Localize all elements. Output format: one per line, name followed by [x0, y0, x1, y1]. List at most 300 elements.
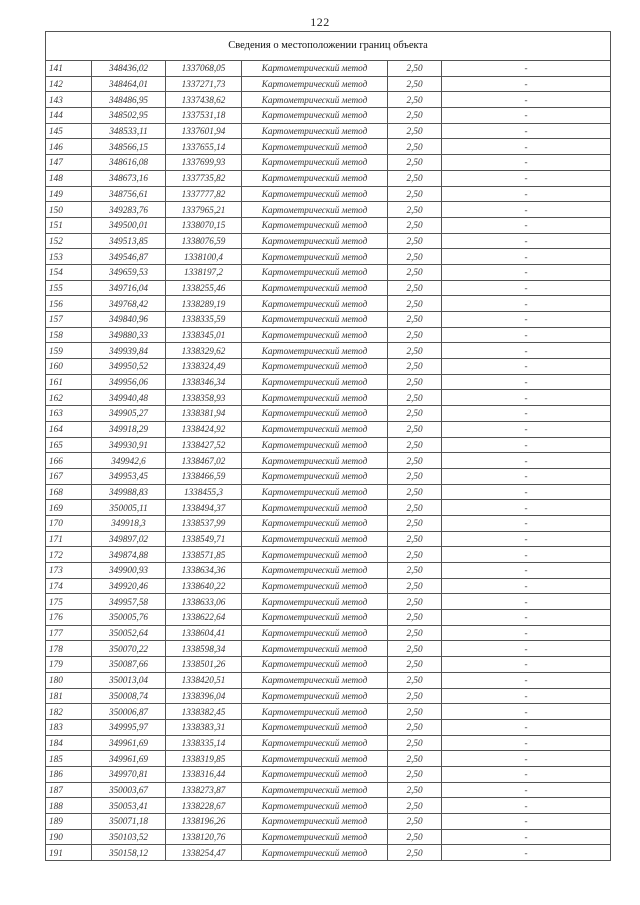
method-cell: Картометрический метод — [242, 312, 388, 328]
table-row — [46, 531, 611, 547]
y-coordinate-cell: 1338070,15 — [166, 217, 242, 233]
accuracy-cell: 2,50 — [388, 814, 442, 830]
accuracy-cell: 2,50 — [388, 625, 442, 641]
y-coordinate-cell: 1338383,31 — [166, 719, 242, 735]
x-coordinate-cell: 350070,22 — [92, 641, 166, 657]
x-coordinate-cell: 349905,27 — [92, 406, 166, 422]
point-number-cell: 160 — [46, 359, 92, 375]
table-row — [46, 719, 611, 735]
description-cell: - — [442, 829, 611, 845]
method-cell: Картометрический метод — [242, 531, 388, 547]
accuracy-cell: 2,50 — [388, 547, 442, 563]
point-number-cell: 152 — [46, 233, 92, 249]
accuracy-cell: 2,50 — [388, 657, 442, 673]
description-cell: - — [442, 359, 611, 375]
description-cell: - — [442, 280, 611, 296]
point-number-cell: 149 — [46, 186, 92, 202]
boundary-coordinates-table — [45, 31, 611, 861]
table-row — [46, 704, 611, 720]
table-row — [46, 421, 611, 437]
description-cell: - — [442, 327, 611, 343]
description-cell: - — [442, 735, 611, 751]
description-cell: - — [442, 123, 611, 139]
x-coordinate-cell: 349940,48 — [92, 390, 166, 406]
y-coordinate-cell: 1338254,47 — [166, 845, 242, 861]
table-row — [46, 625, 611, 641]
y-coordinate-cell: 1338076,59 — [166, 233, 242, 249]
accuracy-cell: 2,50 — [388, 798, 442, 814]
point-number-cell: 154 — [46, 264, 92, 280]
y-coordinate-cell: 1337655,14 — [166, 139, 242, 155]
accuracy-cell: 2,50 — [388, 217, 442, 233]
point-number-cell: 163 — [46, 406, 92, 422]
y-coordinate-cell: 1338467,02 — [166, 453, 242, 469]
table-row — [46, 735, 611, 751]
point-number-cell: 166 — [46, 453, 92, 469]
y-coordinate-cell: 1337271,73 — [166, 76, 242, 92]
y-coordinate-cell: 1337438,62 — [166, 92, 242, 108]
method-cell: Картометрический метод — [242, 92, 388, 108]
x-coordinate-cell: 350003,67 — [92, 782, 166, 798]
accuracy-cell: 2,50 — [388, 845, 442, 861]
description-cell: - — [442, 249, 611, 265]
table-row — [46, 500, 611, 516]
point-number-cell: 177 — [46, 625, 92, 641]
y-coordinate-cell: 1338319,85 — [166, 751, 242, 767]
method-cell: Картометрический метод — [242, 390, 388, 406]
table-row — [46, 76, 611, 92]
x-coordinate-cell: 349500,01 — [92, 217, 166, 233]
method-cell: Картометрический метод — [242, 578, 388, 594]
point-number-cell: 182 — [46, 704, 92, 720]
point-number-cell: 146 — [46, 139, 92, 155]
accuracy-cell: 2,50 — [388, 704, 442, 720]
point-number-cell: 142 — [46, 76, 92, 92]
point-number-cell: 181 — [46, 688, 92, 704]
accuracy-cell: 2,50 — [388, 500, 442, 516]
method-cell: Картометрический метод — [242, 814, 388, 830]
point-number-cell: 156 — [46, 296, 92, 312]
description-cell: - — [442, 233, 611, 249]
table-row — [46, 798, 611, 814]
x-coordinate-cell: 350158,12 — [92, 845, 166, 861]
table-row — [46, 233, 611, 249]
point-number-cell: 189 — [46, 814, 92, 830]
y-coordinate-cell: 1338345,01 — [166, 327, 242, 343]
description-cell: - — [442, 343, 611, 359]
y-coordinate-cell: 1338316,44 — [166, 766, 242, 782]
table-row — [46, 814, 611, 830]
table-row — [46, 437, 611, 453]
table-row — [46, 264, 611, 280]
x-coordinate-cell: 349659,53 — [92, 264, 166, 280]
x-coordinate-cell: 348616,08 — [92, 155, 166, 171]
point-number-cell: 186 — [46, 766, 92, 782]
method-cell: Картометрический метод — [242, 327, 388, 343]
accuracy-cell: 2,50 — [388, 61, 442, 77]
description-cell: - — [442, 170, 611, 186]
table-row — [46, 359, 611, 375]
description-cell: - — [442, 61, 611, 77]
description-cell: - — [442, 468, 611, 484]
point-number-cell: 151 — [46, 217, 92, 233]
point-number-cell: 179 — [46, 657, 92, 673]
table-row — [46, 782, 611, 798]
y-coordinate-cell: 1338335,14 — [166, 735, 242, 751]
point-number-cell: 191 — [46, 845, 92, 861]
x-coordinate-cell: 349939,84 — [92, 343, 166, 359]
x-coordinate-cell: 349546,87 — [92, 249, 166, 265]
y-coordinate-cell: 1337777,82 — [166, 186, 242, 202]
y-coordinate-cell: 1338633,06 — [166, 594, 242, 610]
accuracy-cell: 2,50 — [388, 641, 442, 657]
method-cell: Картометрический метод — [242, 61, 388, 77]
accuracy-cell: 2,50 — [388, 453, 442, 469]
table-row — [46, 578, 611, 594]
description-cell: - — [442, 641, 611, 657]
table-title-row — [46, 32, 611, 61]
x-coordinate-cell: 348464,01 — [92, 76, 166, 92]
y-coordinate-cell: 1338196,26 — [166, 814, 242, 830]
table-row — [46, 547, 611, 563]
y-coordinate-cell: 1338335,59 — [166, 312, 242, 328]
point-number-cell: 167 — [46, 468, 92, 484]
page-number: 122 — [310, 15, 330, 29]
table-row — [46, 468, 611, 484]
table-title: Сведения о местоположении границ объекта — [46, 32, 611, 61]
table-row — [46, 515, 611, 531]
table-row — [46, 766, 611, 782]
method-cell: Картометрический метод — [242, 515, 388, 531]
description-cell: - — [442, 657, 611, 673]
point-number-cell: 187 — [46, 782, 92, 798]
description-cell: - — [442, 155, 611, 171]
table-row — [46, 657, 611, 673]
y-coordinate-cell: 1338622,64 — [166, 610, 242, 626]
x-coordinate-cell: 350005,76 — [92, 610, 166, 626]
y-coordinate-cell: 1338358,93 — [166, 390, 242, 406]
y-coordinate-cell: 1338228,67 — [166, 798, 242, 814]
y-coordinate-cell: 1338455,3 — [166, 484, 242, 500]
x-coordinate-cell: 348436,02 — [92, 61, 166, 77]
description-cell: - — [442, 453, 611, 469]
description-cell: - — [442, 500, 611, 516]
y-coordinate-cell: 1338324,49 — [166, 359, 242, 375]
point-number-cell: 162 — [46, 390, 92, 406]
x-coordinate-cell: 349961,69 — [92, 735, 166, 751]
x-coordinate-cell: 350071,18 — [92, 814, 166, 830]
y-coordinate-cell: 1338346,34 — [166, 374, 242, 390]
point-number-cell: 173 — [46, 563, 92, 579]
description-cell: - — [442, 186, 611, 202]
description-cell: - — [442, 719, 611, 735]
y-coordinate-cell: 1338494,37 — [166, 500, 242, 516]
point-number-cell: 165 — [46, 437, 92, 453]
method-cell: Картометрический метод — [242, 202, 388, 218]
y-coordinate-cell: 1338273,87 — [166, 782, 242, 798]
point-number-cell: 153 — [46, 249, 92, 265]
description-cell: - — [442, 531, 611, 547]
y-coordinate-cell: 1337699,93 — [166, 155, 242, 171]
x-coordinate-cell: 348486,95 — [92, 92, 166, 108]
accuracy-cell: 2,50 — [388, 719, 442, 735]
x-coordinate-cell: 349716,04 — [92, 280, 166, 296]
table-row — [46, 406, 611, 422]
table-row — [46, 343, 611, 359]
description-cell: - — [442, 814, 611, 830]
description-cell: - — [442, 139, 611, 155]
point-number-cell: 184 — [46, 735, 92, 751]
accuracy-cell: 2,50 — [388, 672, 442, 688]
method-cell: Картометрический метод — [242, 468, 388, 484]
table-row — [46, 312, 611, 328]
x-coordinate-cell: 349942,6 — [92, 453, 166, 469]
x-coordinate-cell: 350053,41 — [92, 798, 166, 814]
x-coordinate-cell: 348502,95 — [92, 108, 166, 124]
point-number-cell: 158 — [46, 327, 92, 343]
description-cell: - — [442, 798, 611, 814]
accuracy-cell: 2,50 — [388, 139, 442, 155]
accuracy-cell: 2,50 — [388, 108, 442, 124]
method-cell: Картометрический метод — [242, 735, 388, 751]
x-coordinate-cell: 349897,02 — [92, 531, 166, 547]
method-cell: Картометрический метод — [242, 437, 388, 453]
description-cell: - — [442, 845, 611, 861]
accuracy-cell: 2,50 — [388, 343, 442, 359]
method-cell: Картометрический метод — [242, 359, 388, 375]
description-cell: - — [442, 217, 611, 233]
y-coordinate-cell: 1338255,46 — [166, 280, 242, 296]
x-coordinate-cell: 350005,11 — [92, 500, 166, 516]
table-row — [46, 829, 611, 845]
table-row — [46, 170, 611, 186]
point-number-cell: 180 — [46, 672, 92, 688]
point-number-cell: 168 — [46, 484, 92, 500]
point-number-cell: 169 — [46, 500, 92, 516]
accuracy-cell: 2,50 — [388, 76, 442, 92]
method-cell: Картометрический метод — [242, 155, 388, 171]
y-coordinate-cell: 1338640,22 — [166, 578, 242, 594]
x-coordinate-cell: 349953,45 — [92, 468, 166, 484]
x-coordinate-cell: 349920,46 — [92, 578, 166, 594]
y-coordinate-cell: 1338634,36 — [166, 563, 242, 579]
x-coordinate-cell: 349918,29 — [92, 421, 166, 437]
method-cell: Картометрический метод — [242, 280, 388, 296]
method-cell: Картометрический метод — [242, 594, 388, 610]
x-coordinate-cell: 349961,69 — [92, 751, 166, 767]
x-coordinate-cell: 348756,61 — [92, 186, 166, 202]
description-cell: - — [442, 751, 611, 767]
method-cell: Картометрический метод — [242, 672, 388, 688]
method-cell: Картометрический метод — [242, 217, 388, 233]
y-coordinate-cell: 1338329,62 — [166, 343, 242, 359]
method-cell: Картометрический метод — [242, 421, 388, 437]
description-cell: - — [442, 484, 611, 500]
method-cell: Картометрический метод — [242, 343, 388, 359]
table-row — [46, 374, 611, 390]
accuracy-cell: 2,50 — [388, 484, 442, 500]
point-number-cell: 185 — [46, 751, 92, 767]
point-number-cell: 148 — [46, 170, 92, 186]
point-number-cell: 150 — [46, 202, 92, 218]
description-cell: - — [442, 264, 611, 280]
x-coordinate-cell: 349900,93 — [92, 563, 166, 579]
accuracy-cell: 2,50 — [388, 531, 442, 547]
method-cell: Картометрический метод — [242, 186, 388, 202]
accuracy-cell: 2,50 — [388, 327, 442, 343]
accuracy-cell: 2,50 — [388, 688, 442, 704]
y-coordinate-cell: 1338549,71 — [166, 531, 242, 547]
y-coordinate-cell: 1338466,59 — [166, 468, 242, 484]
method-cell: Картометрический метод — [242, 751, 388, 767]
description-cell: - — [442, 374, 611, 390]
method-cell: Картометрический метод — [242, 139, 388, 155]
point-number-cell: 141 — [46, 61, 92, 77]
accuracy-cell: 2,50 — [388, 312, 442, 328]
description-cell: - — [442, 594, 611, 610]
point-number-cell: 143 — [46, 92, 92, 108]
x-coordinate-cell: 349918,3 — [92, 515, 166, 531]
y-coordinate-cell: 1338537,99 — [166, 515, 242, 531]
method-cell: Картометрический метод — [242, 453, 388, 469]
accuracy-cell: 2,50 — [388, 280, 442, 296]
y-coordinate-cell: 1337965,21 — [166, 202, 242, 218]
description-cell: - — [442, 202, 611, 218]
point-number-cell: 183 — [46, 719, 92, 735]
table-row — [46, 327, 611, 343]
table-row — [46, 563, 611, 579]
method-cell: Картометрический метод — [242, 108, 388, 124]
description-cell: - — [442, 578, 611, 594]
method-cell: Картометрический метод — [242, 170, 388, 186]
x-coordinate-cell: 349970,81 — [92, 766, 166, 782]
x-coordinate-cell: 349988,83 — [92, 484, 166, 500]
y-coordinate-cell: 1338424,92 — [166, 421, 242, 437]
point-number-cell: 172 — [46, 547, 92, 563]
y-coordinate-cell: 1338100,4 — [166, 249, 242, 265]
method-cell: Картометрический метод — [242, 76, 388, 92]
accuracy-cell: 2,50 — [388, 170, 442, 186]
accuracy-cell: 2,50 — [388, 782, 442, 798]
y-coordinate-cell: 1337601,94 — [166, 123, 242, 139]
method-cell: Картометрический метод — [242, 249, 388, 265]
x-coordinate-cell: 348566,15 — [92, 139, 166, 155]
description-cell: - — [442, 515, 611, 531]
method-cell: Картометрический метод — [242, 798, 388, 814]
point-number-cell: 164 — [46, 421, 92, 437]
x-coordinate-cell: 350013,04 — [92, 672, 166, 688]
table-row — [46, 672, 611, 688]
method-cell: Картометрический метод — [242, 845, 388, 861]
y-coordinate-cell: 1338604,41 — [166, 625, 242, 641]
accuracy-cell: 2,50 — [388, 92, 442, 108]
accuracy-cell: 2,50 — [388, 421, 442, 437]
table-row — [46, 845, 611, 861]
y-coordinate-cell: 1338289,19 — [166, 296, 242, 312]
accuracy-cell: 2,50 — [388, 186, 442, 202]
description-cell: - — [442, 547, 611, 563]
y-coordinate-cell: 1337068,05 — [166, 61, 242, 77]
table-row — [46, 641, 611, 657]
description-cell: - — [442, 390, 611, 406]
method-cell: Картометрический метод — [242, 782, 388, 798]
method-cell: Картометрический метод — [242, 610, 388, 626]
x-coordinate-cell: 350087,66 — [92, 657, 166, 673]
point-number-cell: 176 — [46, 610, 92, 626]
point-number-cell: 174 — [46, 578, 92, 594]
point-number-cell: 144 — [46, 108, 92, 124]
method-cell: Картометрический метод — [242, 563, 388, 579]
description-cell: - — [442, 421, 611, 437]
method-cell: Картометрический метод — [242, 657, 388, 673]
x-coordinate-cell: 348673,16 — [92, 170, 166, 186]
point-number-cell: 155 — [46, 280, 92, 296]
point-number-cell: 145 — [46, 123, 92, 139]
x-coordinate-cell: 349768,42 — [92, 296, 166, 312]
method-cell: Картометрический метод — [242, 233, 388, 249]
accuracy-cell: 2,50 — [388, 437, 442, 453]
x-coordinate-cell: 349995,97 — [92, 719, 166, 735]
x-coordinate-cell: 350008,74 — [92, 688, 166, 704]
table-row — [46, 108, 611, 124]
description-cell: - — [442, 672, 611, 688]
accuracy-cell: 2,50 — [388, 751, 442, 767]
table-row — [46, 594, 611, 610]
table-row — [46, 296, 611, 312]
accuracy-cell: 2,50 — [388, 390, 442, 406]
method-cell: Картометрический метод — [242, 625, 388, 641]
point-number-cell: 171 — [46, 531, 92, 547]
method-cell: Картометрический метод — [242, 484, 388, 500]
point-number-cell: 157 — [46, 312, 92, 328]
x-coordinate-cell: 349930,91 — [92, 437, 166, 453]
table-row — [46, 217, 611, 233]
x-coordinate-cell: 349283,76 — [92, 202, 166, 218]
point-number-cell: 178 — [46, 641, 92, 657]
description-cell: - — [442, 610, 611, 626]
x-coordinate-cell: 349840,96 — [92, 312, 166, 328]
y-coordinate-cell: 1338120,76 — [166, 829, 242, 845]
x-coordinate-cell: 349880,33 — [92, 327, 166, 343]
accuracy-cell: 2,50 — [388, 233, 442, 249]
description-cell: - — [442, 704, 611, 720]
y-coordinate-cell: 1338197,2 — [166, 264, 242, 280]
y-coordinate-cell: 1338427,52 — [166, 437, 242, 453]
y-coordinate-cell: 1337735,82 — [166, 170, 242, 186]
accuracy-cell: 2,50 — [388, 468, 442, 484]
table-row — [46, 155, 611, 171]
method-cell: Картометрический метод — [242, 829, 388, 845]
x-coordinate-cell: 349950,52 — [92, 359, 166, 375]
table-row — [46, 484, 611, 500]
accuracy-cell: 2,50 — [388, 296, 442, 312]
table-row — [46, 123, 611, 139]
description-cell: - — [442, 406, 611, 422]
y-coordinate-cell: 1338396,04 — [166, 688, 242, 704]
accuracy-cell: 2,50 — [388, 249, 442, 265]
accuracy-cell: 2,50 — [388, 735, 442, 751]
y-coordinate-cell: 1338501,26 — [166, 657, 242, 673]
table-row — [46, 390, 611, 406]
accuracy-cell: 2,50 — [388, 610, 442, 626]
point-number-cell: 170 — [46, 515, 92, 531]
x-coordinate-cell: 349956,06 — [92, 374, 166, 390]
accuracy-cell: 2,50 — [388, 374, 442, 390]
accuracy-cell: 2,50 — [388, 202, 442, 218]
accuracy-cell: 2,50 — [388, 766, 442, 782]
point-number-cell: 190 — [46, 829, 92, 845]
accuracy-cell: 2,50 — [388, 829, 442, 845]
